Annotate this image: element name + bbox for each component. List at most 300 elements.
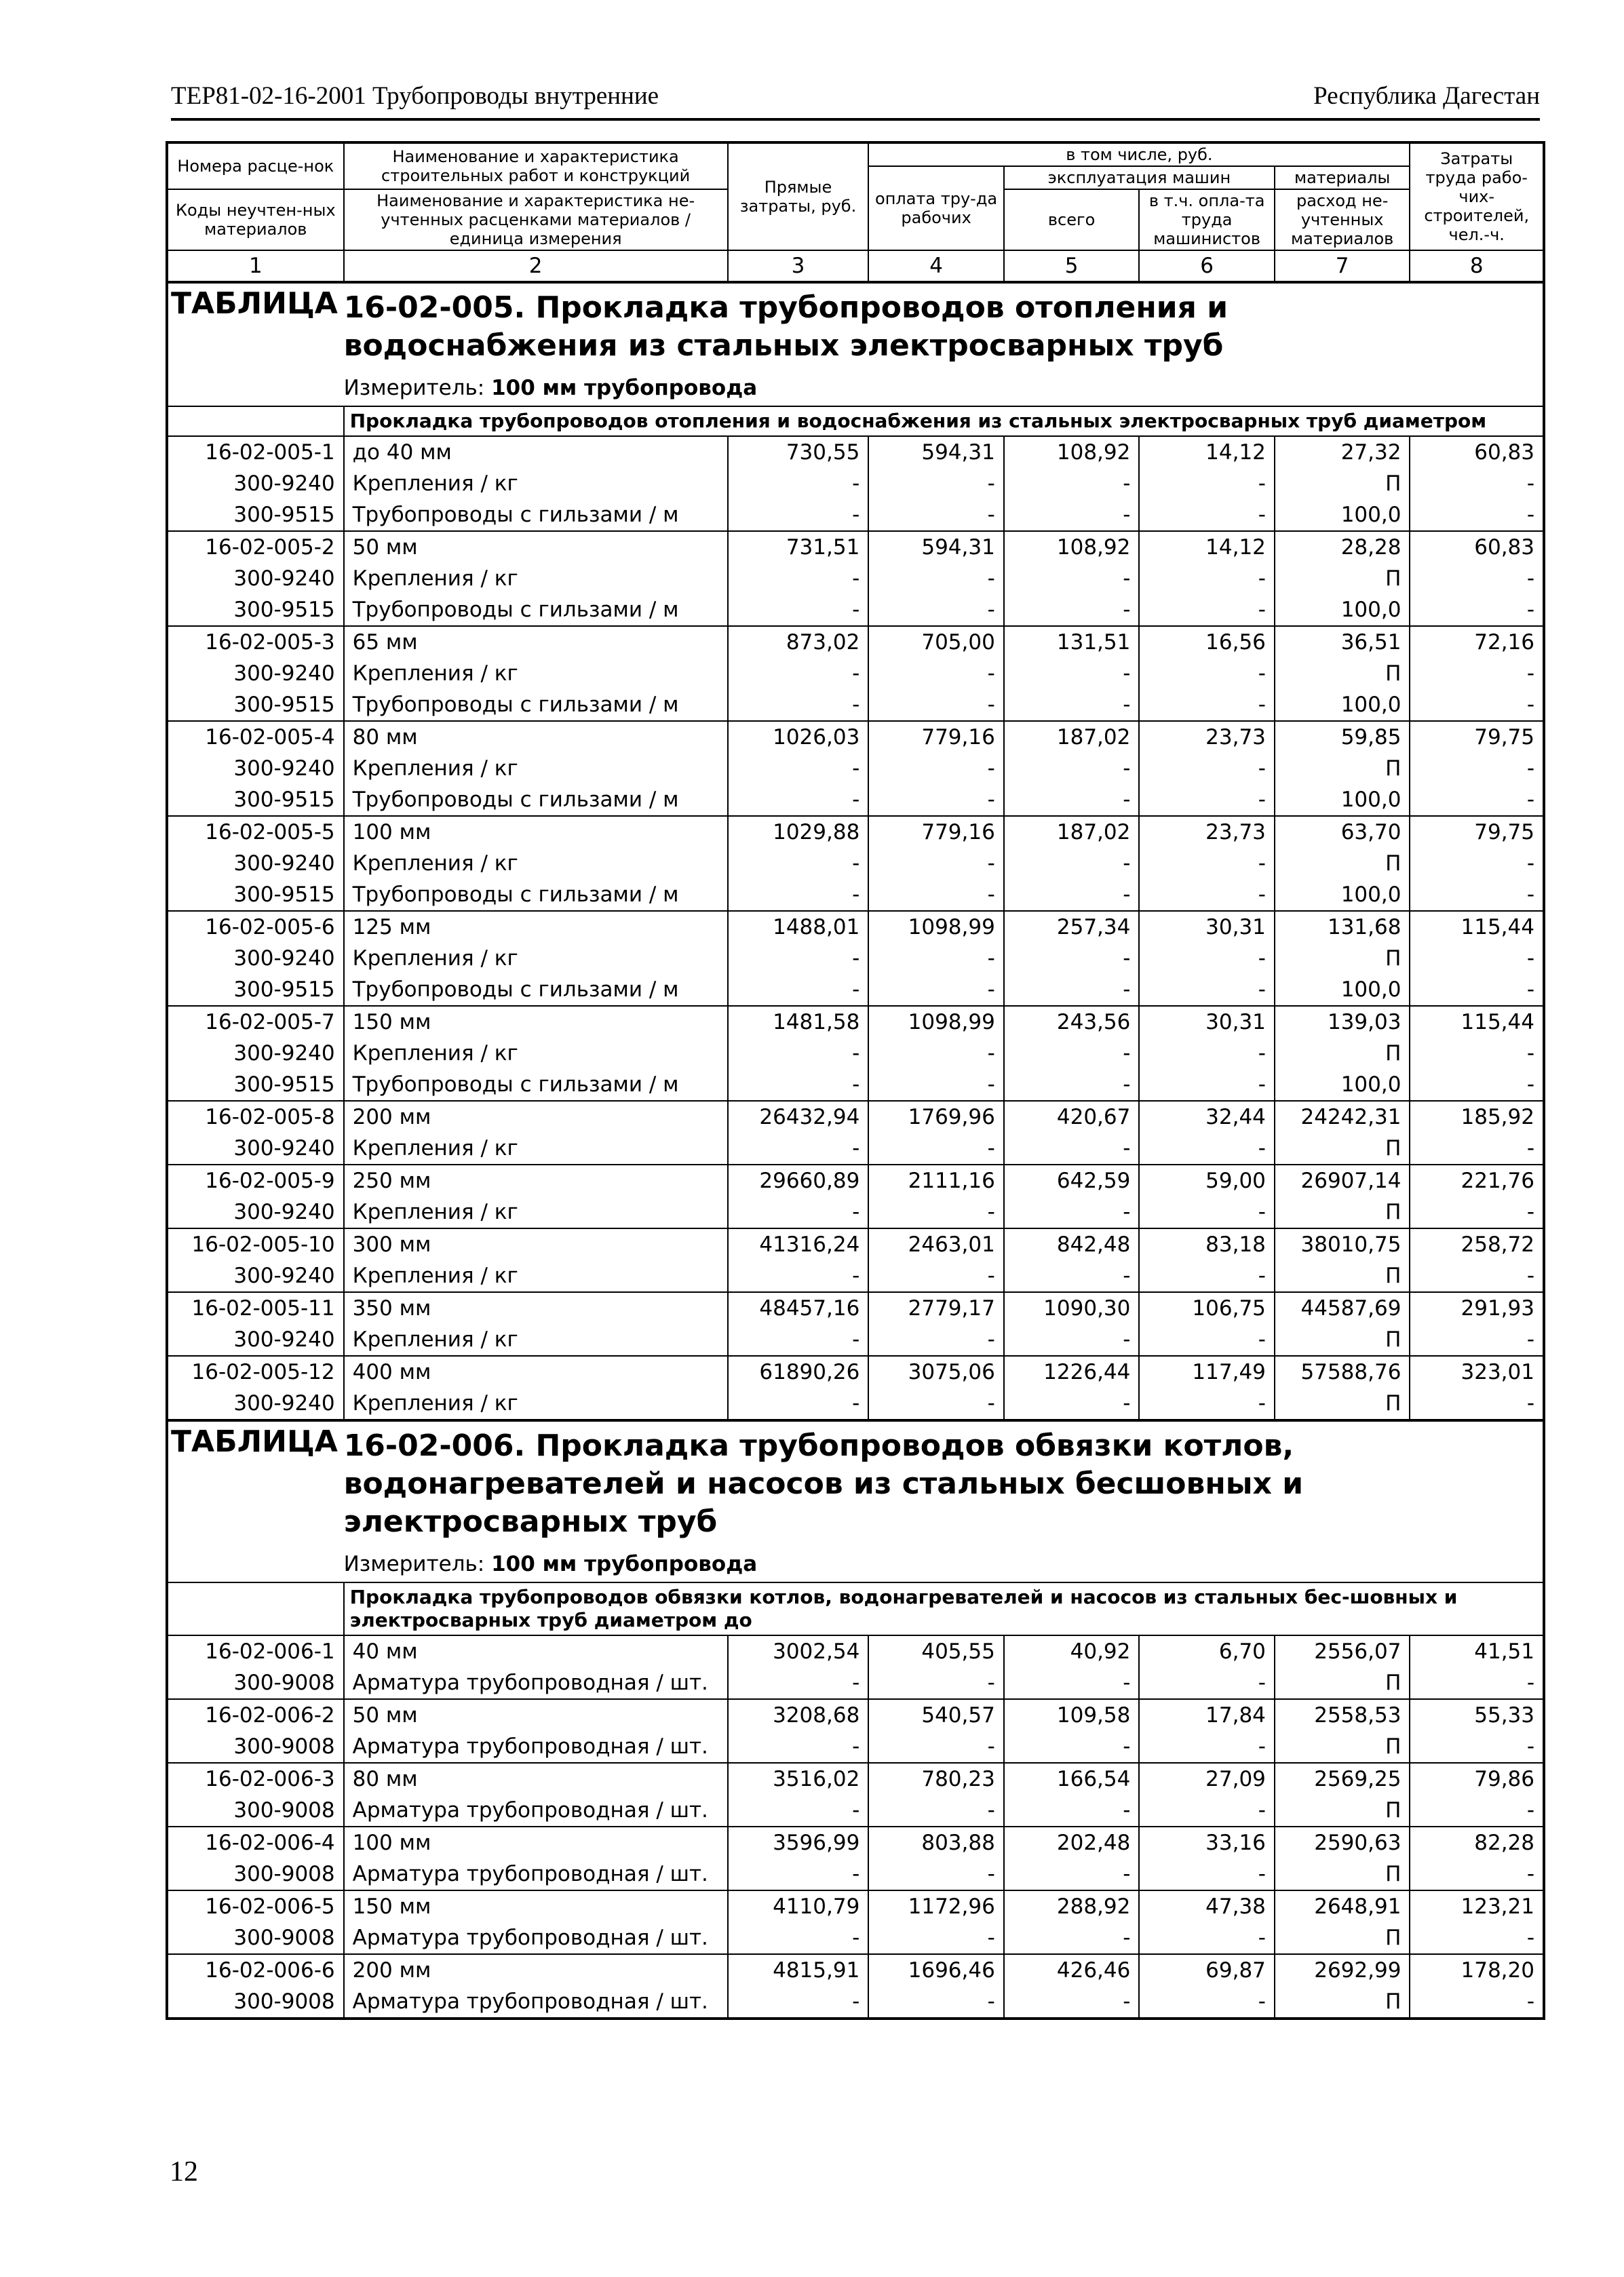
work-name-cell: Крепления / кг <box>344 1133 728 1165</box>
machines-total-cell: 842,48 <box>1004 1228 1140 1260</box>
rate-code-cell: 16-02-005-2 <box>167 531 344 563</box>
table-title-cell <box>344 1420 1544 1546</box>
work-name-cell: 250 мм <box>344 1165 728 1196</box>
operator-pay-cell: 23,73 <box>1139 721 1275 753</box>
rate-row <box>167 816 1544 848</box>
operator-pay-cell: - <box>1139 1795 1275 1827</box>
labor-hours-cell: 79,75 <box>1410 816 1544 848</box>
unit-spacer <box>167 1546 344 1582</box>
materials-cell: П <box>1275 468 1410 499</box>
table-title-label-cell <box>167 282 344 370</box>
worker-pay-cell: - <box>868 1069 1004 1101</box>
column-number: 8 <box>1410 250 1544 282</box>
direct-cost-cell: 731,51 <box>728 531 869 563</box>
labor-hours-cell: - <box>1410 1922 1544 1954</box>
machines-total-cell: - <box>1004 753 1140 784</box>
work-name-cell: Арматура трубопроводная / шт. <box>344 1795 728 1827</box>
material-row <box>167 753 1544 784</box>
direct-cost-cell: - <box>728 753 869 784</box>
labor-hours-cell: - <box>1410 658 1544 689</box>
machines-total-cell: 257,34 <box>1004 911 1140 943</box>
work-name-cell: Крепления / кг <box>344 1388 728 1420</box>
direct-cost-cell: - <box>728 1388 869 1420</box>
work-name-cell: 80 мм <box>344 721 728 753</box>
rate-code-cell: 300-9515 <box>167 1069 344 1101</box>
rate-code-cell: 300-9515 <box>167 689 344 721</box>
work-name-cell: Арматура трубопроводная / шт. <box>344 1858 728 1890</box>
machines-total-cell: - <box>1004 1986 1140 2019</box>
rate-code-cell: 16-02-005-3 <box>167 626 344 658</box>
operator-pay-cell: - <box>1139 879 1275 911</box>
direct-cost-cell: 29660,89 <box>728 1165 869 1196</box>
measure-unit <box>344 370 1544 406</box>
work-name-cell: Арматура трубопроводная / шт. <box>344 1986 728 2019</box>
direct-cost-cell: 48457,16 <box>728 1292 869 1324</box>
operator-pay-cell: 17,84 <box>1139 1699 1275 1731</box>
materials-cell: П <box>1275 658 1410 689</box>
direct-cost-cell: 4110,79 <box>728 1890 869 1922</box>
section-heading: Прокладка трубопроводов отопления и водоснабжения из стальных электросварных труб диаметром <box>344 406 1544 436</box>
column-number: 1 <box>167 250 344 282</box>
work-name-cell: Крепления / кг <box>344 848 728 879</box>
direct-cost-cell: - <box>728 784 869 816</box>
rate-code-cell: 300-9240 <box>167 1324 344 1356</box>
direct-cost-cell: 1026,03 <box>728 721 869 753</box>
work-name-cell: Трубопроводы с гильзами / м <box>344 784 728 816</box>
col-operator-pay-header: в т.ч. опла-та труда машинистов <box>1139 189 1275 250</box>
rate-code-cell: 300-9008 <box>167 1858 344 1890</box>
rate-row <box>167 1165 1544 1196</box>
direct-cost-cell: - <box>728 1196 869 1228</box>
materials-cell: 100,0 <box>1275 499 1410 531</box>
work-name-cell: 200 мм <box>344 1101 728 1133</box>
rate-code-cell: 300-9240 <box>167 753 344 784</box>
work-name-cell: 350 мм <box>344 1292 728 1324</box>
materials-cell: 139,03 <box>1275 1006 1410 1038</box>
operator-pay-cell: - <box>1139 1667 1275 1699</box>
material-row <box>167 1388 1544 1420</box>
labor-hours-cell: - <box>1410 1038 1544 1069</box>
col-direct-cost-header: Прямые затраты, руб. <box>728 142 869 250</box>
rate-row <box>167 911 1544 943</box>
worker-pay-cell: - <box>868 1324 1004 1356</box>
work-name-cell: Крепления / кг <box>344 943 728 974</box>
rate-code-cell: 300-9240 <box>167 1196 344 1228</box>
labor-hours-cell: 291,93 <box>1410 1292 1544 1324</box>
machines-total-cell: - <box>1004 1667 1140 1699</box>
work-name-cell: Трубопроводы с гильзами / м <box>344 974 728 1006</box>
table-title-label-cell <box>167 1420 344 1546</box>
materials-cell: П <box>1275 1667 1410 1699</box>
direct-cost-cell: - <box>728 1133 869 1165</box>
machines-total-cell: - <box>1004 1388 1140 1420</box>
table-label: ТАБЛИЦА <box>171 286 338 321</box>
operator-pay-cell: 117,49 <box>1139 1356 1275 1388</box>
material-row <box>167 879 1544 911</box>
machines-total-cell: - <box>1004 468 1140 499</box>
work-name-cell: Арматура трубопроводная / шт. <box>344 1667 728 1699</box>
rate-row <box>167 721 1544 753</box>
work-name-cell: Крепления / кг <box>344 1324 728 1356</box>
operator-pay-cell: 59,00 <box>1139 1165 1275 1196</box>
materials-cell: 27,32 <box>1275 436 1410 468</box>
direct-cost-cell: - <box>728 879 869 911</box>
work-name-cell: 40 мм <box>344 1635 728 1667</box>
direct-cost-cell: 1481,58 <box>728 1006 869 1038</box>
direct-cost-cell: - <box>728 1069 869 1101</box>
work-name-cell: Крепления / кг <box>344 658 728 689</box>
machines-total-cell: 187,02 <box>1004 816 1140 848</box>
operator-pay-cell: - <box>1139 1986 1275 2019</box>
operator-pay-cell: - <box>1139 499 1275 531</box>
operator-pay-cell: - <box>1139 594 1275 626</box>
direct-cost-cell: - <box>728 848 869 879</box>
rate-code-cell: 16-02-005-11 <box>167 1292 344 1324</box>
worker-pay-cell: 780,23 <box>868 1763 1004 1795</box>
labor-hours-cell: 79,86 <box>1410 1763 1544 1795</box>
direct-cost-cell: - <box>728 1986 869 2019</box>
materials-cell: 44587,69 <box>1275 1292 1410 1324</box>
section-heading-row <box>167 406 1544 436</box>
material-row <box>167 1986 1544 2019</box>
worker-pay-cell: 1769,96 <box>868 1101 1004 1133</box>
rate-code-cell: 300-9008 <box>167 1922 344 1954</box>
worker-pay-cell: - <box>868 753 1004 784</box>
worker-pay-cell: 2463,01 <box>868 1228 1004 1260</box>
materials-cell: 63,70 <box>1275 816 1410 848</box>
operator-pay-cell: - <box>1139 1069 1275 1101</box>
operator-pay-cell: - <box>1139 1260 1275 1292</box>
worker-pay-cell: 405,55 <box>868 1635 1004 1667</box>
operator-pay-cell: 30,31 <box>1139 911 1275 943</box>
rate-code-cell: 300-9240 <box>167 1133 344 1165</box>
labor-hours-cell: - <box>1410 784 1544 816</box>
worker-pay-cell: - <box>868 499 1004 531</box>
operator-pay-cell: - <box>1139 1324 1275 1356</box>
rate-code-cell: 16-02-006-1 <box>167 1635 344 1667</box>
table-title: 16-02-006. Прокладка трубопроводов обвязки котлов, водонагревателей и насосов из стальных бесшовных и электросварных труб <box>343 1428 1304 1539</box>
rate-code-cell: 300-9515 <box>167 784 344 816</box>
worker-pay-cell: 705,00 <box>868 626 1004 658</box>
labor-hours-cell: 115,44 <box>1410 911 1544 943</box>
operator-pay-cell: - <box>1139 1196 1275 1228</box>
operator-pay-cell: - <box>1139 848 1275 879</box>
direct-cost-cell: - <box>728 1731 869 1763</box>
labor-hours-cell: 72,16 <box>1410 626 1544 658</box>
labor-hours-cell: 115,44 <box>1410 1006 1544 1038</box>
materials-cell: 100,0 <box>1275 974 1410 1006</box>
rate-code-cell: 300-9515 <box>167 974 344 1006</box>
material-row <box>167 1667 1544 1699</box>
materials-cell: 131,68 <box>1275 911 1410 943</box>
worker-pay-cell: - <box>868 468 1004 499</box>
labor-hours-cell: - <box>1410 1324 1544 1356</box>
labor-hours-cell: - <box>1410 1196 1544 1228</box>
worker-pay-cell: - <box>868 974 1004 1006</box>
col-material-code-header: Коды неучтен-ных материалов <box>167 189 344 250</box>
labor-hours-cell: - <box>1410 689 1544 721</box>
labor-hours-cell: 79,75 <box>1410 721 1544 753</box>
direct-cost-cell: - <box>728 1260 869 1292</box>
rate-code-cell: 16-02-005-9 <box>167 1165 344 1196</box>
unit-spacer <box>167 370 344 406</box>
operator-pay-cell: 47,38 <box>1139 1890 1275 1922</box>
labor-hours-cell: - <box>1410 753 1544 784</box>
worker-pay-cell: 1696,46 <box>868 1954 1004 1986</box>
labor-hours-cell: - <box>1410 974 1544 1006</box>
worker-pay-cell: - <box>868 689 1004 721</box>
materials-cell: 24242,31 <box>1275 1101 1410 1133</box>
materials-cell: П <box>1275 848 1410 879</box>
rate-code-cell: 300-9240 <box>167 848 344 879</box>
column-number: 2 <box>344 250 728 282</box>
direct-cost-cell: - <box>728 1922 869 1954</box>
machines-total-cell: 108,92 <box>1004 436 1140 468</box>
machines-total-cell: 202,48 <box>1004 1827 1140 1858</box>
worker-pay-cell: - <box>868 563 1004 594</box>
table-body <box>167 282 1544 2019</box>
material-row <box>167 1038 1544 1069</box>
section-heading-row <box>167 1582 1544 1635</box>
materials-cell: П <box>1275 1324 1410 1356</box>
labor-hours-cell: - <box>1410 1388 1544 1420</box>
material-row <box>167 1133 1544 1165</box>
machines-total-cell: 166,54 <box>1004 1763 1140 1795</box>
measure-unit-value: 100 мм трубопровода <box>491 376 758 400</box>
machines-total-cell: - <box>1004 1795 1140 1827</box>
rate-code-cell: 300-9008 <box>167 1795 344 1827</box>
materials-cell: П <box>1275 1922 1410 1954</box>
labor-hours-cell: - <box>1410 1858 1544 1890</box>
work-name-cell: Трубопроводы с гильзами / м <box>344 689 728 721</box>
direct-cost-cell: 3208,68 <box>728 1699 869 1731</box>
materials-cell: П <box>1275 1731 1410 1763</box>
rate-row <box>167 1101 1544 1133</box>
work-name-cell: Арматура трубопроводная / шт. <box>344 1731 728 1763</box>
machines-total-cell: - <box>1004 658 1140 689</box>
rate-code-cell: 300-9515 <box>167 499 344 531</box>
operator-pay-cell: - <box>1139 1922 1275 1954</box>
machines-total-cell: - <box>1004 784 1140 816</box>
machines-total-cell: 1090,30 <box>1004 1292 1140 1324</box>
machines-total-cell: 1226,44 <box>1004 1356 1140 1388</box>
col-machines-header: эксплуатация машин <box>1004 166 1275 189</box>
table-title-row <box>167 1420 1544 1546</box>
rate-code-cell: 300-9240 <box>167 943 344 974</box>
machines-total-cell: - <box>1004 1069 1140 1101</box>
operator-pay-cell: 6,70 <box>1139 1635 1275 1667</box>
machines-total-cell: - <box>1004 689 1140 721</box>
work-name-cell: до 40 мм <box>344 436 728 468</box>
labor-hours-cell: - <box>1410 1986 1544 2019</box>
rate-code-cell: 16-02-005-12 <box>167 1356 344 1388</box>
machines-total-cell: - <box>1004 499 1140 531</box>
machines-total-cell: 108,92 <box>1004 531 1140 563</box>
col-labor-header: Затраты труда рабо-чих-строителей, чел.-ч. <box>1410 142 1544 250</box>
rate-code-cell: 16-02-005-4 <box>167 721 344 753</box>
machines-total-cell: 642,59 <box>1004 1165 1140 1196</box>
table-title: 16-02-005. Прокладка трубопроводов отопления и водоснабжения из стальных электросварных труб <box>343 290 1229 363</box>
col-worker-pay-header: оплата тру-да рабочих <box>868 166 1004 250</box>
labor-hours-cell: 60,83 <box>1410 436 1544 468</box>
materials-cell: 36,51 <box>1275 626 1410 658</box>
operator-pay-cell: 27,09 <box>1139 1763 1275 1795</box>
operator-pay-cell: - <box>1139 974 1275 1006</box>
work-name-cell: Крепления / кг <box>344 753 728 784</box>
operator-pay-cell: - <box>1139 943 1275 974</box>
worker-pay-cell: 2779,17 <box>868 1292 1004 1324</box>
labor-hours-cell: - <box>1410 594 1544 626</box>
machines-total-cell: - <box>1004 1038 1140 1069</box>
machines-total-cell: 420,67 <box>1004 1101 1140 1133</box>
worker-pay-cell: - <box>868 1922 1004 1954</box>
rate-code-cell: 16-02-005-10 <box>167 1228 344 1260</box>
material-row <box>167 1922 1544 1954</box>
direct-cost-cell: - <box>728 1795 869 1827</box>
materials-cell: 38010,75 <box>1275 1228 1410 1260</box>
direct-cost-cell: 26432,94 <box>728 1101 869 1133</box>
rate-code-cell: 16-02-006-3 <box>167 1763 344 1795</box>
material-row <box>167 974 1544 1006</box>
machines-total-cell: - <box>1004 1922 1140 1954</box>
rate-row <box>167 1954 1544 1986</box>
direct-cost-cell: - <box>728 1324 869 1356</box>
operator-pay-cell: - <box>1139 1388 1275 1420</box>
work-name-cell: Крепления / кг <box>344 563 728 594</box>
rate-row <box>167 1763 1544 1795</box>
machines-total-cell: - <box>1004 1196 1140 1228</box>
worker-pay-cell: - <box>868 1795 1004 1827</box>
table-title-cell <box>344 282 1544 370</box>
work-name-cell: 200 мм <box>344 1954 728 1986</box>
material-row <box>167 1260 1544 1292</box>
column-number: 7 <box>1275 250 1410 282</box>
worker-pay-cell: 594,31 <box>868 531 1004 563</box>
rate-row <box>167 1292 1544 1324</box>
table-header <box>167 142 1544 282</box>
work-name-cell: Трубопроводы с гильзами / м <box>344 499 728 531</box>
col-including-header: в том числе, руб. <box>868 142 1410 166</box>
rate-code-cell: 300-9008 <box>167 1731 344 1763</box>
labor-hours-cell: 258,72 <box>1410 1228 1544 1260</box>
direct-cost-cell: 873,02 <box>728 626 869 658</box>
rate-code-cell: 300-9008 <box>167 1667 344 1699</box>
operator-pay-cell: - <box>1139 563 1275 594</box>
worker-pay-cell: - <box>868 1038 1004 1069</box>
materials-cell: 26907,14 <box>1275 1165 1410 1196</box>
materials-cell: П <box>1275 1260 1410 1292</box>
work-name-cell: Крепления / кг <box>344 1038 728 1069</box>
rate-code-cell: 16-02-005-8 <box>167 1101 344 1133</box>
operator-pay-cell: 30,31 <box>1139 1006 1275 1038</box>
worker-pay-cell: 779,16 <box>868 721 1004 753</box>
worker-pay-cell: - <box>868 1388 1004 1420</box>
rate-code-cell: 300-9240 <box>167 563 344 594</box>
rate-code-cell: 16-02-006-5 <box>167 1890 344 1922</box>
operator-pay-cell: 14,12 <box>1139 531 1275 563</box>
machines-total-cell: - <box>1004 879 1140 911</box>
rates-table <box>166 141 1545 2020</box>
rate-code-cell: 300-9515 <box>167 879 344 911</box>
machines-total-cell: - <box>1004 1858 1140 1890</box>
col-material-usage-header: расход не-учтенных материалов <box>1275 189 1410 250</box>
materials-cell: 100,0 <box>1275 594 1410 626</box>
work-name-cell: Трубопроводы с гильзами / м <box>344 594 728 626</box>
rate-code-cell: 16-02-005-7 <box>167 1006 344 1038</box>
work-name-cell: 300 мм <box>344 1228 728 1260</box>
worker-pay-cell: 779,16 <box>868 816 1004 848</box>
direct-cost-cell: 41316,24 <box>728 1228 869 1260</box>
worker-pay-cell: - <box>868 1260 1004 1292</box>
labor-hours-cell: - <box>1410 1133 1544 1165</box>
machines-total-cell: 288,92 <box>1004 1890 1140 1922</box>
labor-hours-cell: - <box>1410 499 1544 531</box>
materials-cell: 100,0 <box>1275 689 1410 721</box>
worker-pay-cell: - <box>868 1731 1004 1763</box>
machines-total-cell: 187,02 <box>1004 721 1140 753</box>
machines-total-cell: 131,51 <box>1004 626 1140 658</box>
rate-code-cell: 16-02-006-2 <box>167 1699 344 1731</box>
direct-cost-cell: - <box>728 658 869 689</box>
worker-pay-cell: 1098,99 <box>868 911 1004 943</box>
work-name-cell: 80 мм <box>344 1763 728 1795</box>
materials-cell: 59,85 <box>1275 721 1410 753</box>
rate-code-cell: 300-9008 <box>167 1986 344 2019</box>
material-row <box>167 1731 1544 1763</box>
material-row <box>167 943 1544 974</box>
work-name-cell: 125 мм <box>344 911 728 943</box>
operator-pay-cell: - <box>1139 1038 1275 1069</box>
machines-total-cell: - <box>1004 594 1140 626</box>
worker-pay-cell: 540,57 <box>868 1699 1004 1731</box>
rate-row <box>167 626 1544 658</box>
operator-pay-cell: - <box>1139 658 1275 689</box>
worker-pay-cell: - <box>868 1986 1004 2019</box>
worker-pay-cell: - <box>868 594 1004 626</box>
measure-unit <box>344 1546 1544 1582</box>
labor-hours-cell: 221,76 <box>1410 1165 1544 1196</box>
direct-cost-cell: 3596,99 <box>728 1827 869 1858</box>
worker-pay-cell: - <box>868 784 1004 816</box>
measure-unit-label: Измеритель: <box>343 376 485 400</box>
worker-pay-cell: 3075,06 <box>868 1356 1004 1388</box>
materials-cell: П <box>1275 753 1410 784</box>
machines-total-cell: - <box>1004 1731 1140 1763</box>
labor-hours-cell: - <box>1410 1069 1544 1101</box>
worker-pay-cell: - <box>868 943 1004 974</box>
worker-pay-cell: 803,88 <box>868 1827 1004 1858</box>
work-name-cell: 100 мм <box>344 1827 728 1858</box>
worker-pay-cell: - <box>868 1196 1004 1228</box>
material-row <box>167 1858 1544 1890</box>
labor-hours-cell: - <box>1410 468 1544 499</box>
rate-code-cell: 300-9240 <box>167 1038 344 1069</box>
work-name-cell: 150 мм <box>344 1890 728 1922</box>
work-name-cell: Крепления / кг <box>344 1196 728 1228</box>
direct-cost-cell: - <box>728 1038 869 1069</box>
rate-code-cell: 300-9240 <box>167 468 344 499</box>
rate-row <box>167 1635 1544 1667</box>
table-title-row <box>167 282 1544 370</box>
section-spacer <box>167 406 344 436</box>
materials-cell: П <box>1275 1986 1410 2019</box>
direct-cost-cell: - <box>728 943 869 974</box>
materials-cell: 100,0 <box>1275 1069 1410 1101</box>
material-row <box>167 468 1544 499</box>
work-name-cell: 150 мм <box>344 1006 728 1038</box>
operator-pay-cell: 23,73 <box>1139 816 1275 848</box>
direct-cost-cell: 3516,02 <box>728 1763 869 1795</box>
